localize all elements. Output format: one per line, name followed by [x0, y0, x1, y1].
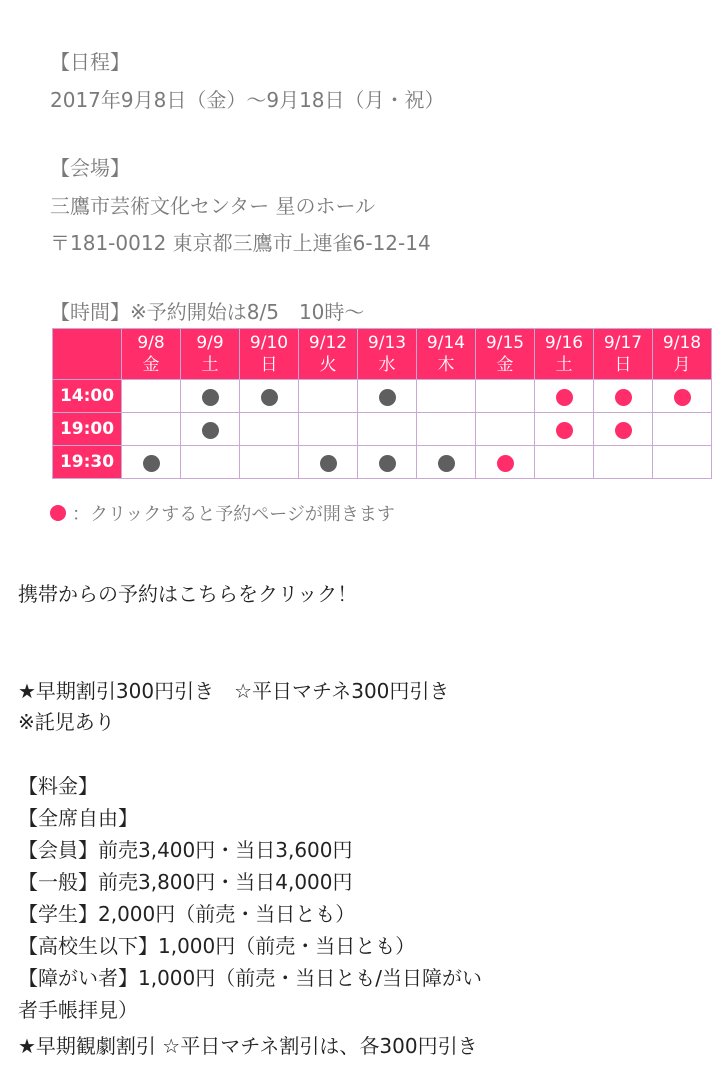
- schedule-cell[interactable]: [535, 380, 594, 413]
- time-row-1400: [53, 380, 712, 413]
- available-dot-icon[interactable]: [556, 422, 573, 439]
- date-label: 9/17: [603, 333, 643, 353]
- date-label: 9/9: [196, 333, 224, 353]
- weekday-label: 金: [142, 355, 160, 375]
- date-header-9-16: [535, 329, 594, 380]
- schedule-cell: [594, 446, 653, 479]
- soldout-dot-icon: [379, 455, 396, 472]
- schedule-cell: [417, 446, 476, 479]
- weekday-label: 土: [201, 355, 219, 375]
- schedule-dates: 2017年9月8日（金）〜9月18日（月・祝）: [50, 88, 445, 112]
- available-dot-icon[interactable]: [615, 389, 632, 406]
- date-header-9-8: [122, 329, 181, 380]
- soldout-dot-icon: [143, 455, 160, 472]
- schedule-cell: [181, 380, 240, 413]
- schedule-cell: [358, 380, 417, 413]
- date-label: 9/14: [426, 333, 466, 353]
- schedule-cell: [240, 413, 299, 446]
- venue-heading: 【会場】: [50, 156, 130, 180]
- schedule-cell: [181, 446, 240, 479]
- date-header-9-10: [240, 329, 299, 380]
- available-dot-icon[interactable]: [615, 422, 632, 439]
- date-label: 9/13: [367, 333, 407, 353]
- soldout-dot-icon: [202, 389, 219, 406]
- performance-schedule-table: [52, 328, 712, 479]
- weekday-label: 金: [496, 355, 514, 375]
- soldout-dot-icon: [202, 422, 219, 439]
- price-highschool: 【高校生以下】1,000円（前売・当日とも）: [18, 934, 416, 958]
- weekday-label: 木: [437, 355, 455, 375]
- schedule-cell: [358, 446, 417, 479]
- schedule-cell: [122, 413, 181, 446]
- time-heading: 【時間】※予約開始は8/5 10時〜: [50, 300, 365, 324]
- time-row-1900: [53, 413, 712, 446]
- seating-info: 【全席自由】: [18, 806, 138, 830]
- schedule-heading: 【日程】: [50, 50, 130, 74]
- schedule-cell: [240, 380, 299, 413]
- venue-name: 三鷹市芸術文化センター 星のホール: [50, 194, 376, 218]
- date-label: 9/8: [137, 333, 165, 353]
- schedule-cell: [535, 446, 594, 479]
- mobile-reservation-link[interactable]: 携帯からの予約はこちらをクリック！: [18, 582, 358, 606]
- time-row-1930: [53, 446, 712, 479]
- date-header-9-9: [181, 329, 240, 380]
- discount-info: ★早期割引300円引き ☆平日マチネ300円引き: [18, 679, 450, 703]
- weekday-label: 火: [319, 355, 337, 375]
- available-dot-icon[interactable]: [556, 389, 573, 406]
- date-header-9-13: [358, 329, 417, 380]
- date-header-9-15: [476, 329, 535, 380]
- date-header-row: [53, 329, 712, 380]
- schedule-cell: [653, 446, 712, 479]
- schedule-cell: [417, 380, 476, 413]
- time-label: 19:30: [53, 446, 122, 479]
- schedule-cell: [299, 380, 358, 413]
- schedule-cell[interactable]: [594, 413, 653, 446]
- discount-note: ★早期観劇割引 ☆平日マチネ割引は、各300円引き: [18, 1034, 478, 1058]
- price-disabled-cont: 者手帳拝見）: [18, 998, 138, 1022]
- schedule-cell: [240, 446, 299, 479]
- time-label: 14:00: [53, 380, 122, 413]
- date-label: 9/12: [308, 333, 348, 353]
- schedule-cell: [299, 446, 358, 479]
- schedule-cell: [122, 380, 181, 413]
- date-header-9-14: [417, 329, 476, 380]
- soldout-dot-icon: [438, 455, 455, 472]
- date-label: 9/15: [485, 333, 525, 353]
- schedule-cell[interactable]: [653, 380, 712, 413]
- price-member: 【会員】前売3,400円・当日3,600円: [18, 838, 353, 862]
- schedule-cell: [476, 380, 535, 413]
- schedule-cell: [299, 413, 358, 446]
- weekday-label: 日: [614, 355, 632, 375]
- date-header-9-18: [653, 329, 712, 380]
- legend: [50, 500, 395, 526]
- available-dot-icon[interactable]: [497, 455, 514, 472]
- weekday-label: 日: [260, 355, 278, 375]
- legend-text: ：クリックすると予約ページが開きます: [72, 504, 395, 525]
- schedule-cell: [476, 413, 535, 446]
- schedule-cell[interactable]: [476, 446, 535, 479]
- schedule-cell: [181, 413, 240, 446]
- available-dot-icon[interactable]: [674, 389, 691, 406]
- corner-cell: [53, 329, 122, 380]
- schedule-cell: [358, 413, 417, 446]
- date-header-9-12: [299, 329, 358, 380]
- schedule-cell[interactable]: [594, 380, 653, 413]
- date-label: 9/16: [544, 333, 584, 353]
- pricing-heading: 【料金】: [18, 774, 98, 798]
- date-header-9-17: [594, 329, 653, 380]
- price-general: 【一般】前売3,800円・当日4,000円: [18, 870, 353, 894]
- soldout-dot-icon: [261, 389, 278, 406]
- schedule-cell: [122, 446, 181, 479]
- childcare-note: ※託児あり: [18, 710, 115, 734]
- soldout-dot-icon: [320, 455, 337, 472]
- weekday-label: 水: [378, 355, 396, 375]
- price-disabled: 【障がい者】1,000円（前売・当日とも/当日障がい: [18, 966, 482, 990]
- date-label: 9/18: [662, 333, 702, 353]
- schedule-cell: [653, 413, 712, 446]
- available-dot-icon: [50, 505, 66, 521]
- time-label: 19:00: [53, 413, 122, 446]
- weekday-label: 土: [555, 355, 573, 375]
- weekday-label: 月: [673, 355, 691, 375]
- venue-address: 〒181-0012 東京都三鷹市上連雀6-12-14: [50, 231, 431, 255]
- schedule-cell[interactable]: [535, 413, 594, 446]
- soldout-dot-icon: [379, 389, 396, 406]
- date-label: 9/10: [249, 333, 289, 353]
- price-student: 【学生】2,000円（前売・当日とも）: [18, 902, 356, 926]
- schedule-cell: [417, 413, 476, 446]
